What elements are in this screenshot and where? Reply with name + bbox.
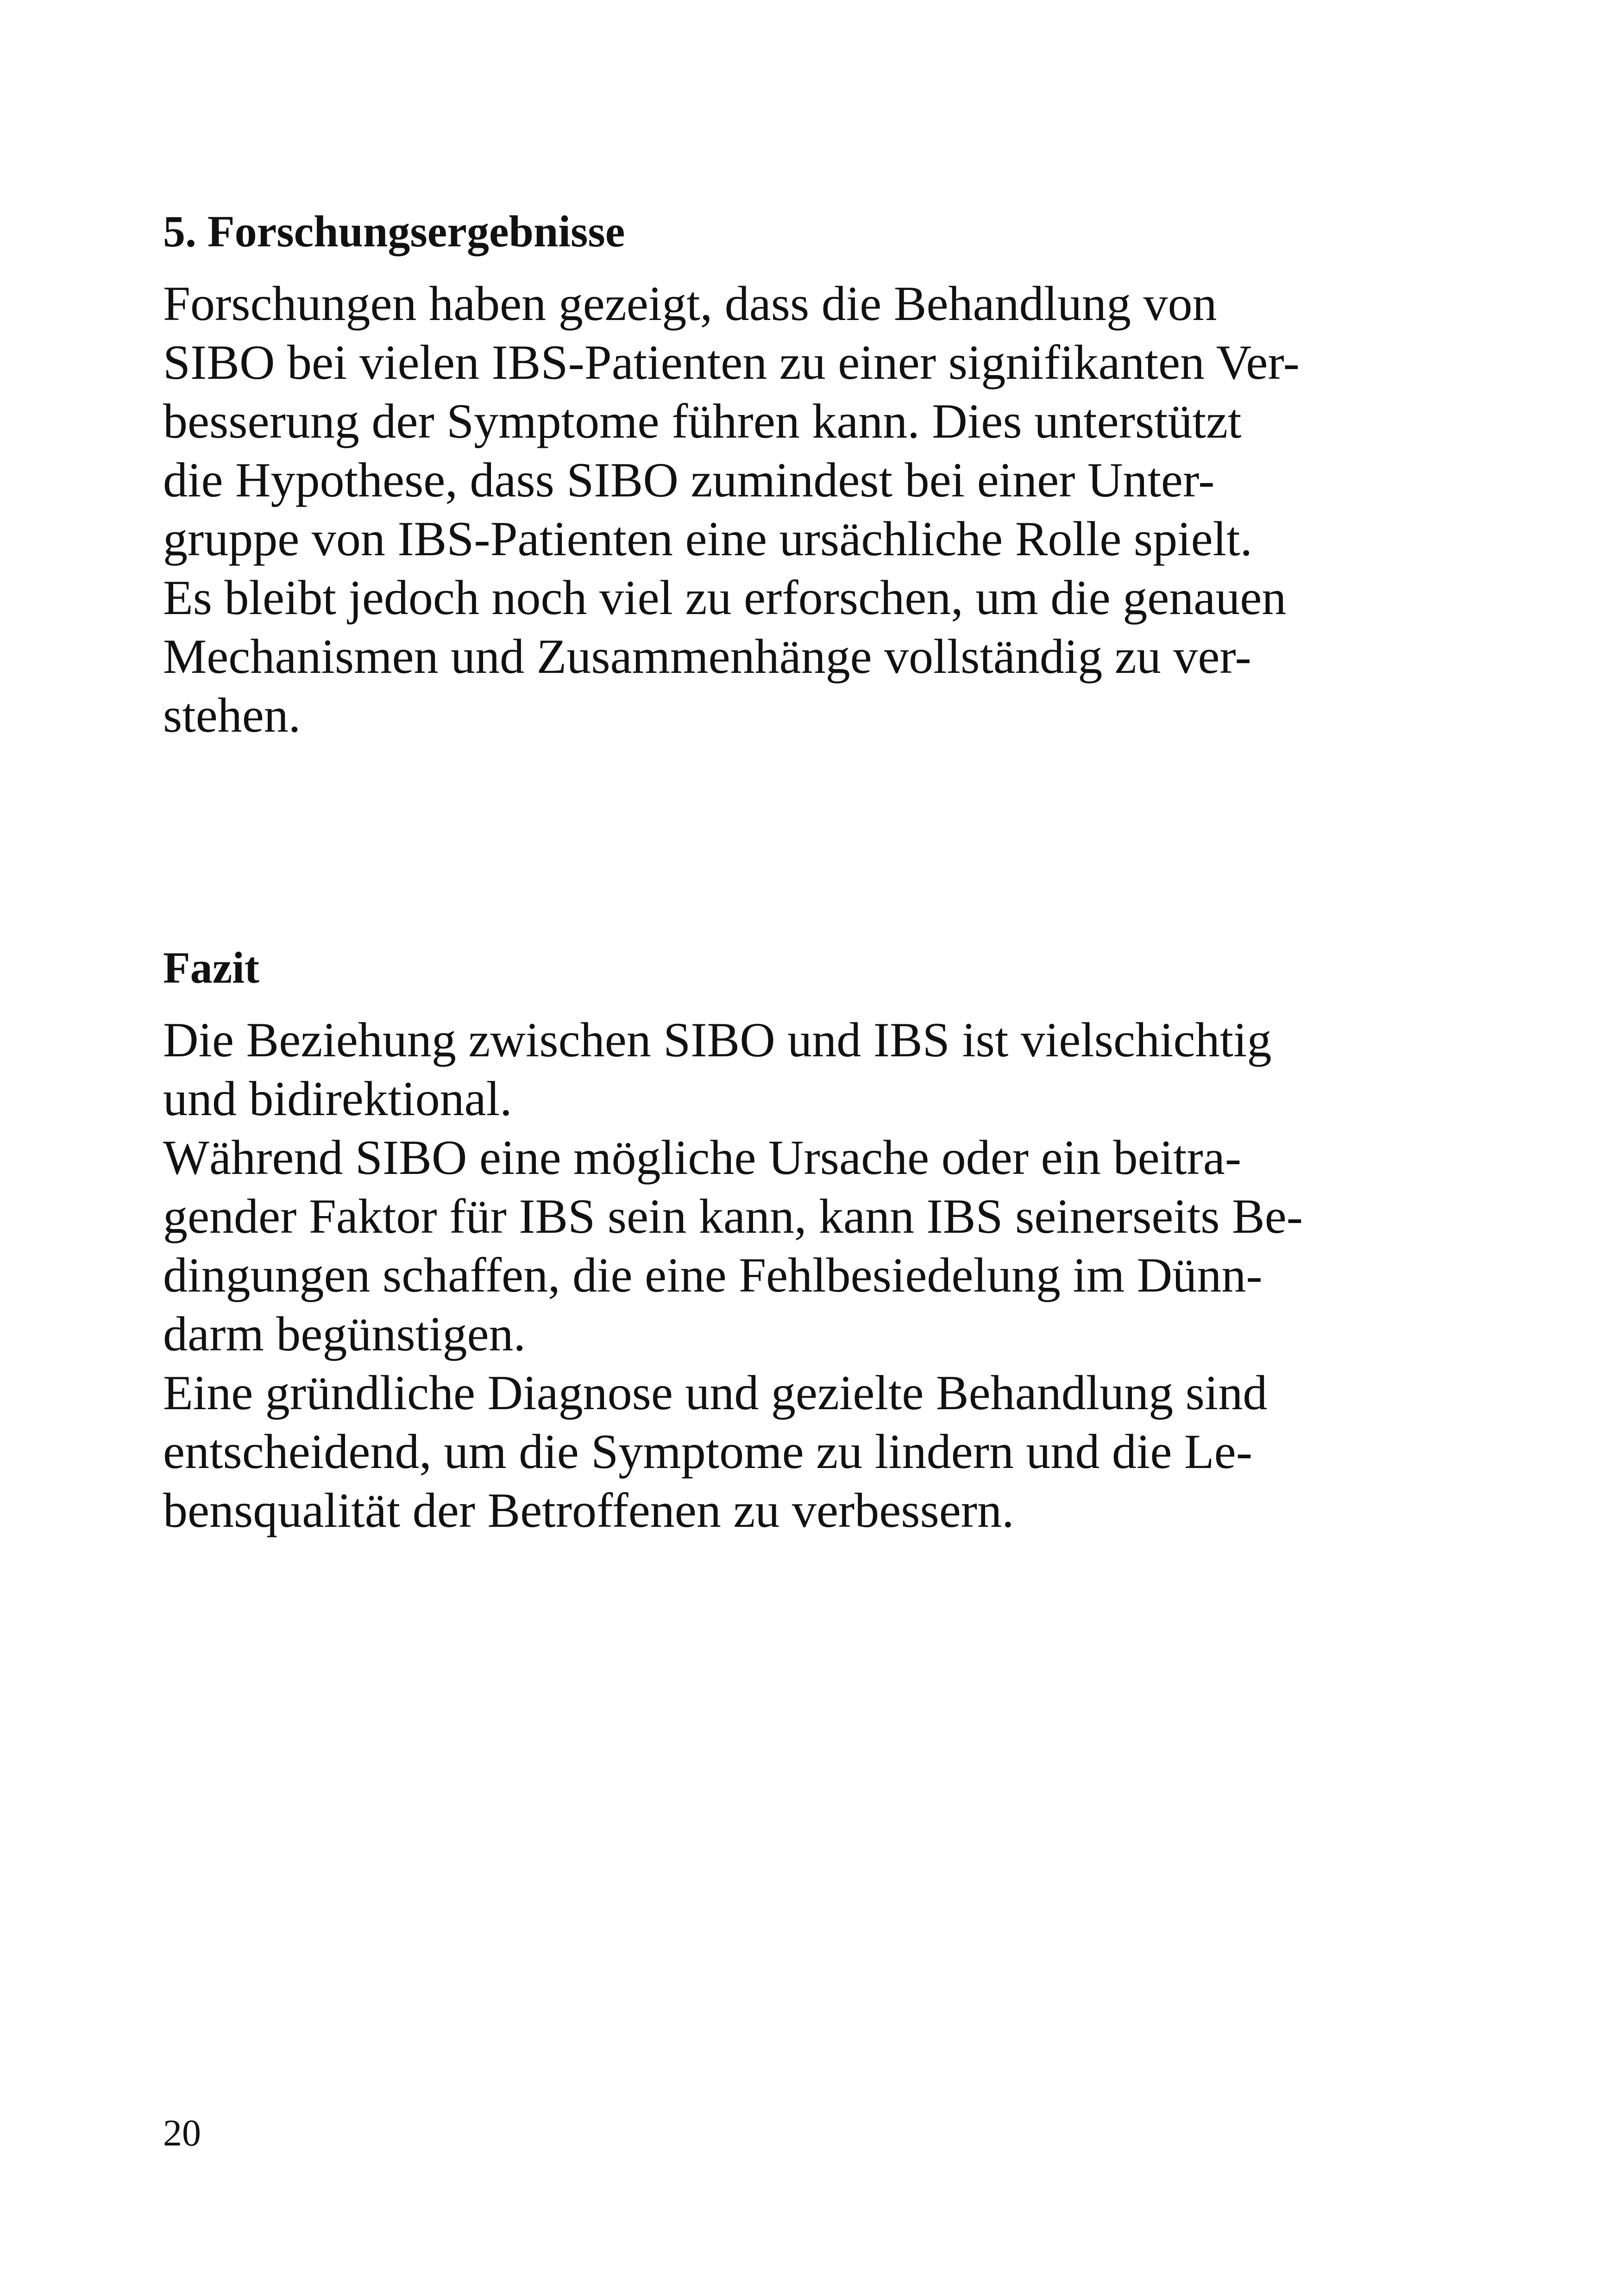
section-heading-conclusion: Fazit (163, 943, 259, 992)
text-line: bensqualität der Betroffenen zu verbessern. (163, 1483, 1014, 1537)
text-line: Während SIBO eine mögliche Ursache oder ein beitra- (163, 1130, 1242, 1185)
text-line: dingungen schaffen, die eine Fehlbesiedelung im Dünn- (163, 1248, 1263, 1302)
text-line: Die Beziehung zwischen SIBO und IBS ist vielschichtig (163, 1013, 1272, 1067)
text-line: gruppe von IBS-Patienten eine ursächliche Rolle spielt. (163, 512, 1253, 566)
text-line: die Hypothese, dass SIBO zumindest bei einer Unter- (163, 453, 1215, 507)
page-number: 20 (163, 2112, 201, 2154)
text-line: besserung der Symptome führen kann. Dies unterstützt (163, 394, 1242, 448)
paragraph-research-results (163, 274, 1300, 745)
text-line: Es bleibt jedoch noch viel zu erforschen, um die genauen (163, 571, 1287, 625)
text-line: SIBO bei vielen IBS-Patienten zu einer signifikanten Ver- (163, 335, 1300, 389)
section-heading-research-results: 5. Forschungsergebnisse (163, 207, 625, 256)
text-line: Eine gründliche Diagnose und gezielte Behandlung sind (163, 1366, 1268, 1420)
text-line: gender Faktor für IBS sein kann, kann IBS seinerseits Be- (163, 1189, 1303, 1243)
text-line: Forschungen haben gezeigt, dass die Behandlung von (163, 276, 1217, 331)
text-line: darm begünstigen. (163, 1307, 526, 1361)
paragraph-conclusion (163, 1010, 1303, 1540)
text-line: stehen. (163, 688, 301, 742)
text-line: entscheidend, um die Symptome zu lindern und die Le- (163, 1424, 1253, 1479)
text-line: und bidirektional. (163, 1072, 512, 1126)
text-line: Mechanismen und Zusammenhänge vollständig zu ver- (163, 629, 1251, 684)
